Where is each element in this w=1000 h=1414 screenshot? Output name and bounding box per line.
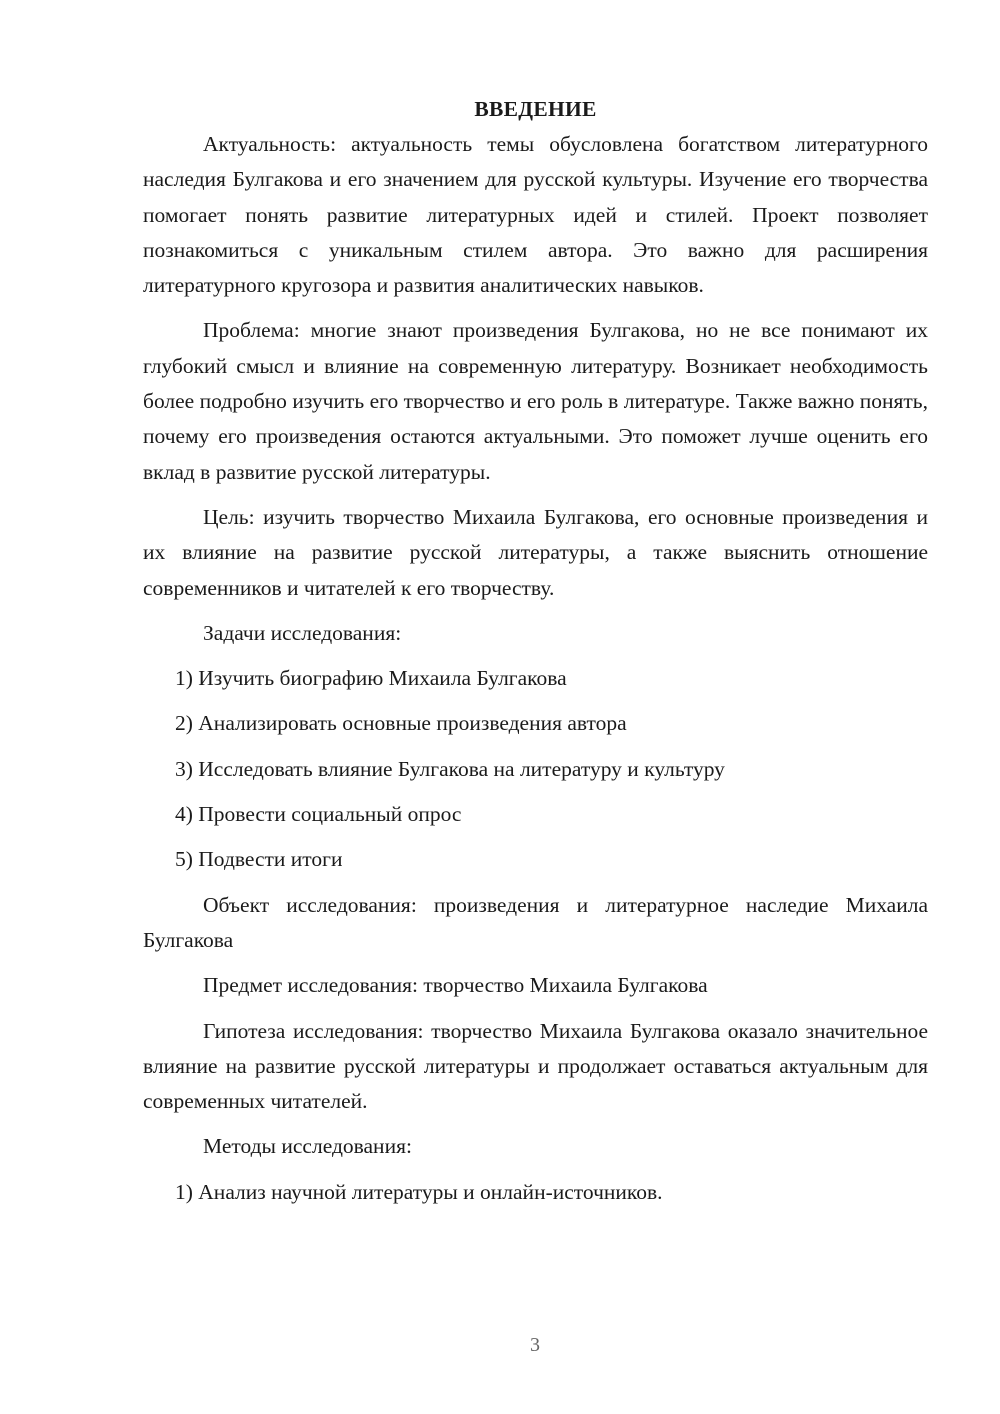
methods-heading: Методы исследования: — [203, 1134, 412, 1159]
goal-paragraph: Цель: изучить творчество Михаила Булгакова, его основные произведения и их влияние на развитие русской литературы, а также выяснить отношение современников и читателей к его творчеству. — [143, 504, 928, 600]
problem-paragraph: Проблема: многие знают произведения Булгакова, но не все понимают их глубокий смысл и влияние на современную литературу. Возникает необходимость более подробно изучить его творчество и его роль в литературе. Также важно понять, почему его произведения остаются актуальными. Это поможет лучше оценить его вклад в развитие русской литературы. — [143, 318, 928, 484]
object-paragraph: Объект исследования: произведения и литературное наследие Михаила Булгакова — [143, 892, 928, 952]
task-item: 2) Анализировать основные произведения автора — [175, 711, 627, 736]
hypothesis-paragraph: Гипотеза исследования: творчество Михаила Булгакова оказало значительное влияние на развитие русской литературы и продолжает оставаться актуальным для современных читателей. — [143, 1018, 928, 1114]
page-number: 3 — [530, 1334, 540, 1356]
document-page — [143, 92, 928, 1220]
task-item: 4) Провести социальный опрос — [175, 802, 462, 827]
relevance-paragraph: Актуальность: актуальность темы обусловлена богатством литературного наследия Булгакова и его значением для русской культуры. Изучение его творчества помогает понять развитие литературных идей и стилей. Проект позволяет познакомиться с уникальным стилем автора. Это важно для расширения литературного кругозора и развития аналитических навыков. — [143, 132, 928, 298]
task-item: 1) Изучить биографию Михаила Булгакова — [175, 666, 567, 691]
task-item: 5) Подвести итоги — [175, 847, 343, 872]
document-title: ВВЕДЕНИЕ — [474, 97, 597, 121]
task-item: 3) Исследовать влияние Булгакова на литературу и культуру — [175, 756, 725, 781]
tasks-heading: Задачи исследования: — [203, 620, 402, 645]
method-item: 1) Анализ научной литературы и онлайн-источников. — [175, 1179, 663, 1204]
subject-paragraph: Предмет исследования: творчество Михаила Булгакова — [203, 973, 708, 998]
